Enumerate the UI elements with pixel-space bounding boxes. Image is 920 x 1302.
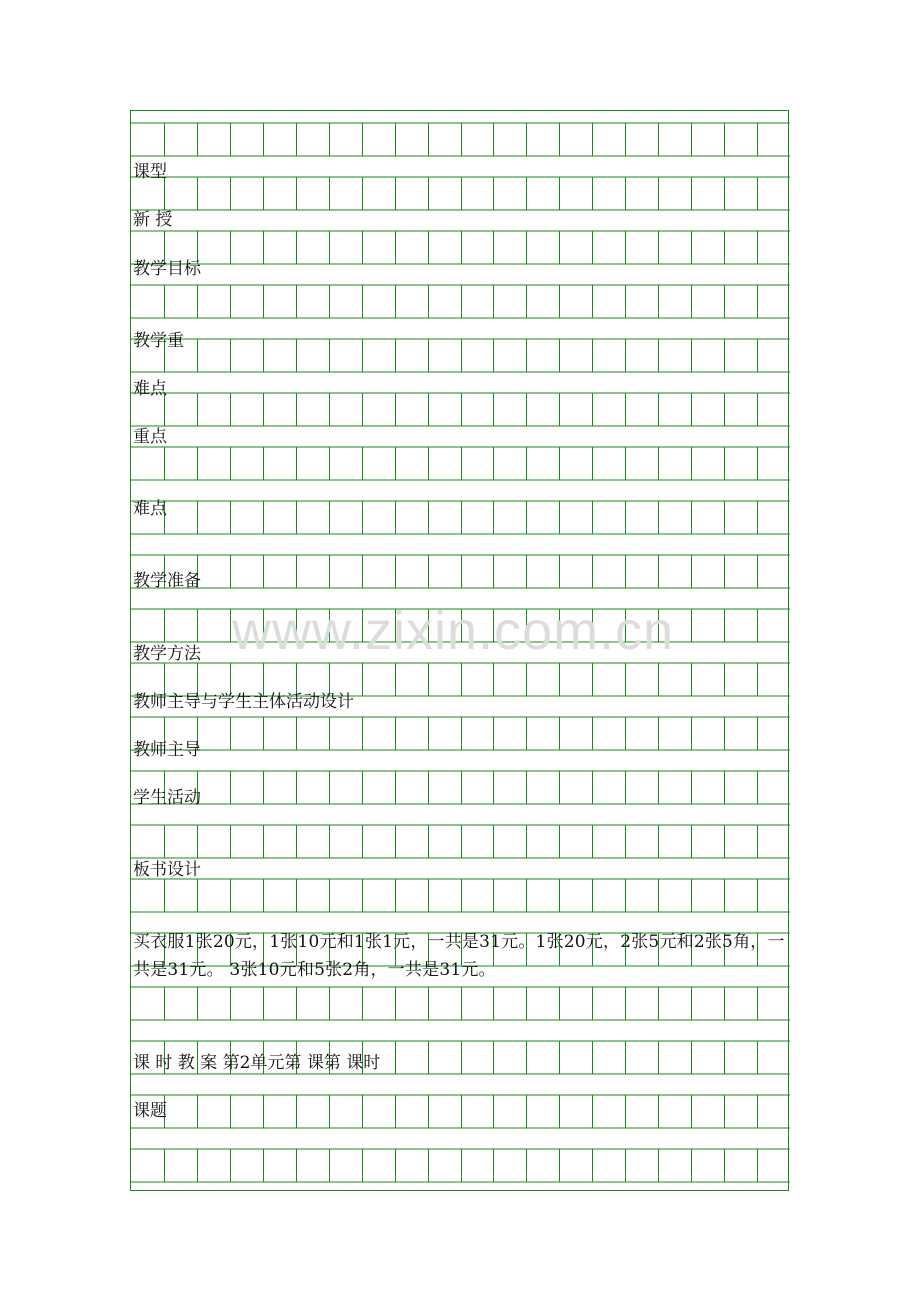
grid-row — [131, 501, 790, 534]
key-difficult-label-a: 教学重 — [133, 331, 184, 351]
grid-row — [131, 285, 790, 318]
grid-row — [131, 609, 790, 642]
grid-row — [131, 555, 790, 588]
difficult-point-label: 难点 — [133, 499, 167, 519]
method-label: 教学方法 — [133, 644, 201, 664]
watermark: www.zixin.com.cn — [232, 601, 675, 661]
grid-row — [131, 879, 790, 912]
preparation-label: 教学准备 — [133, 571, 201, 591]
activity-design-label: 教师主导与学生主体活动设计 — [133, 692, 354, 712]
course-type-label: 课型 — [133, 162, 167, 182]
board-content: 买衣服1张20元，1张10元和1张1元，一共是31元。1张20元，2张5元和2张5角，一共是31元。 3张10元和5张2角，一共是31元。 — [133, 932, 785, 980]
grid-row — [131, 339, 790, 372]
grid-row — [131, 447, 790, 480]
grid-row — [131, 123, 790, 156]
grid-lines — [131, 111, 790, 1192]
grid-row — [131, 825, 790, 858]
topic-label: 课题 — [133, 1101, 167, 1121]
teaching-goals-label: 教学目标 — [133, 259, 201, 279]
grid-row — [131, 231, 790, 264]
course-type-value: 新 授 — [133, 210, 173, 230]
lesson-plan-header: 课 时 教 案 第2单元第 课第 课时 — [133, 1053, 381, 1073]
grid-row — [131, 717, 790, 750]
teacher-lead-label: 教师主导 — [133, 740, 201, 760]
board-design-label: 板书设计 — [133, 860, 201, 880]
key-difficult-label-b: 难点 — [133, 379, 167, 399]
key-point-label: 重点 — [133, 427, 167, 447]
grid-row — [131, 987, 790, 1020]
grid-row — [131, 177, 790, 210]
student-activity-label: 学生活动 — [133, 788, 201, 808]
grid-paper — [130, 110, 789, 1191]
grid-row — [131, 1095, 790, 1128]
grid-row — [131, 1149, 790, 1182]
grid-row — [131, 393, 790, 426]
grid-row — [131, 771, 790, 804]
